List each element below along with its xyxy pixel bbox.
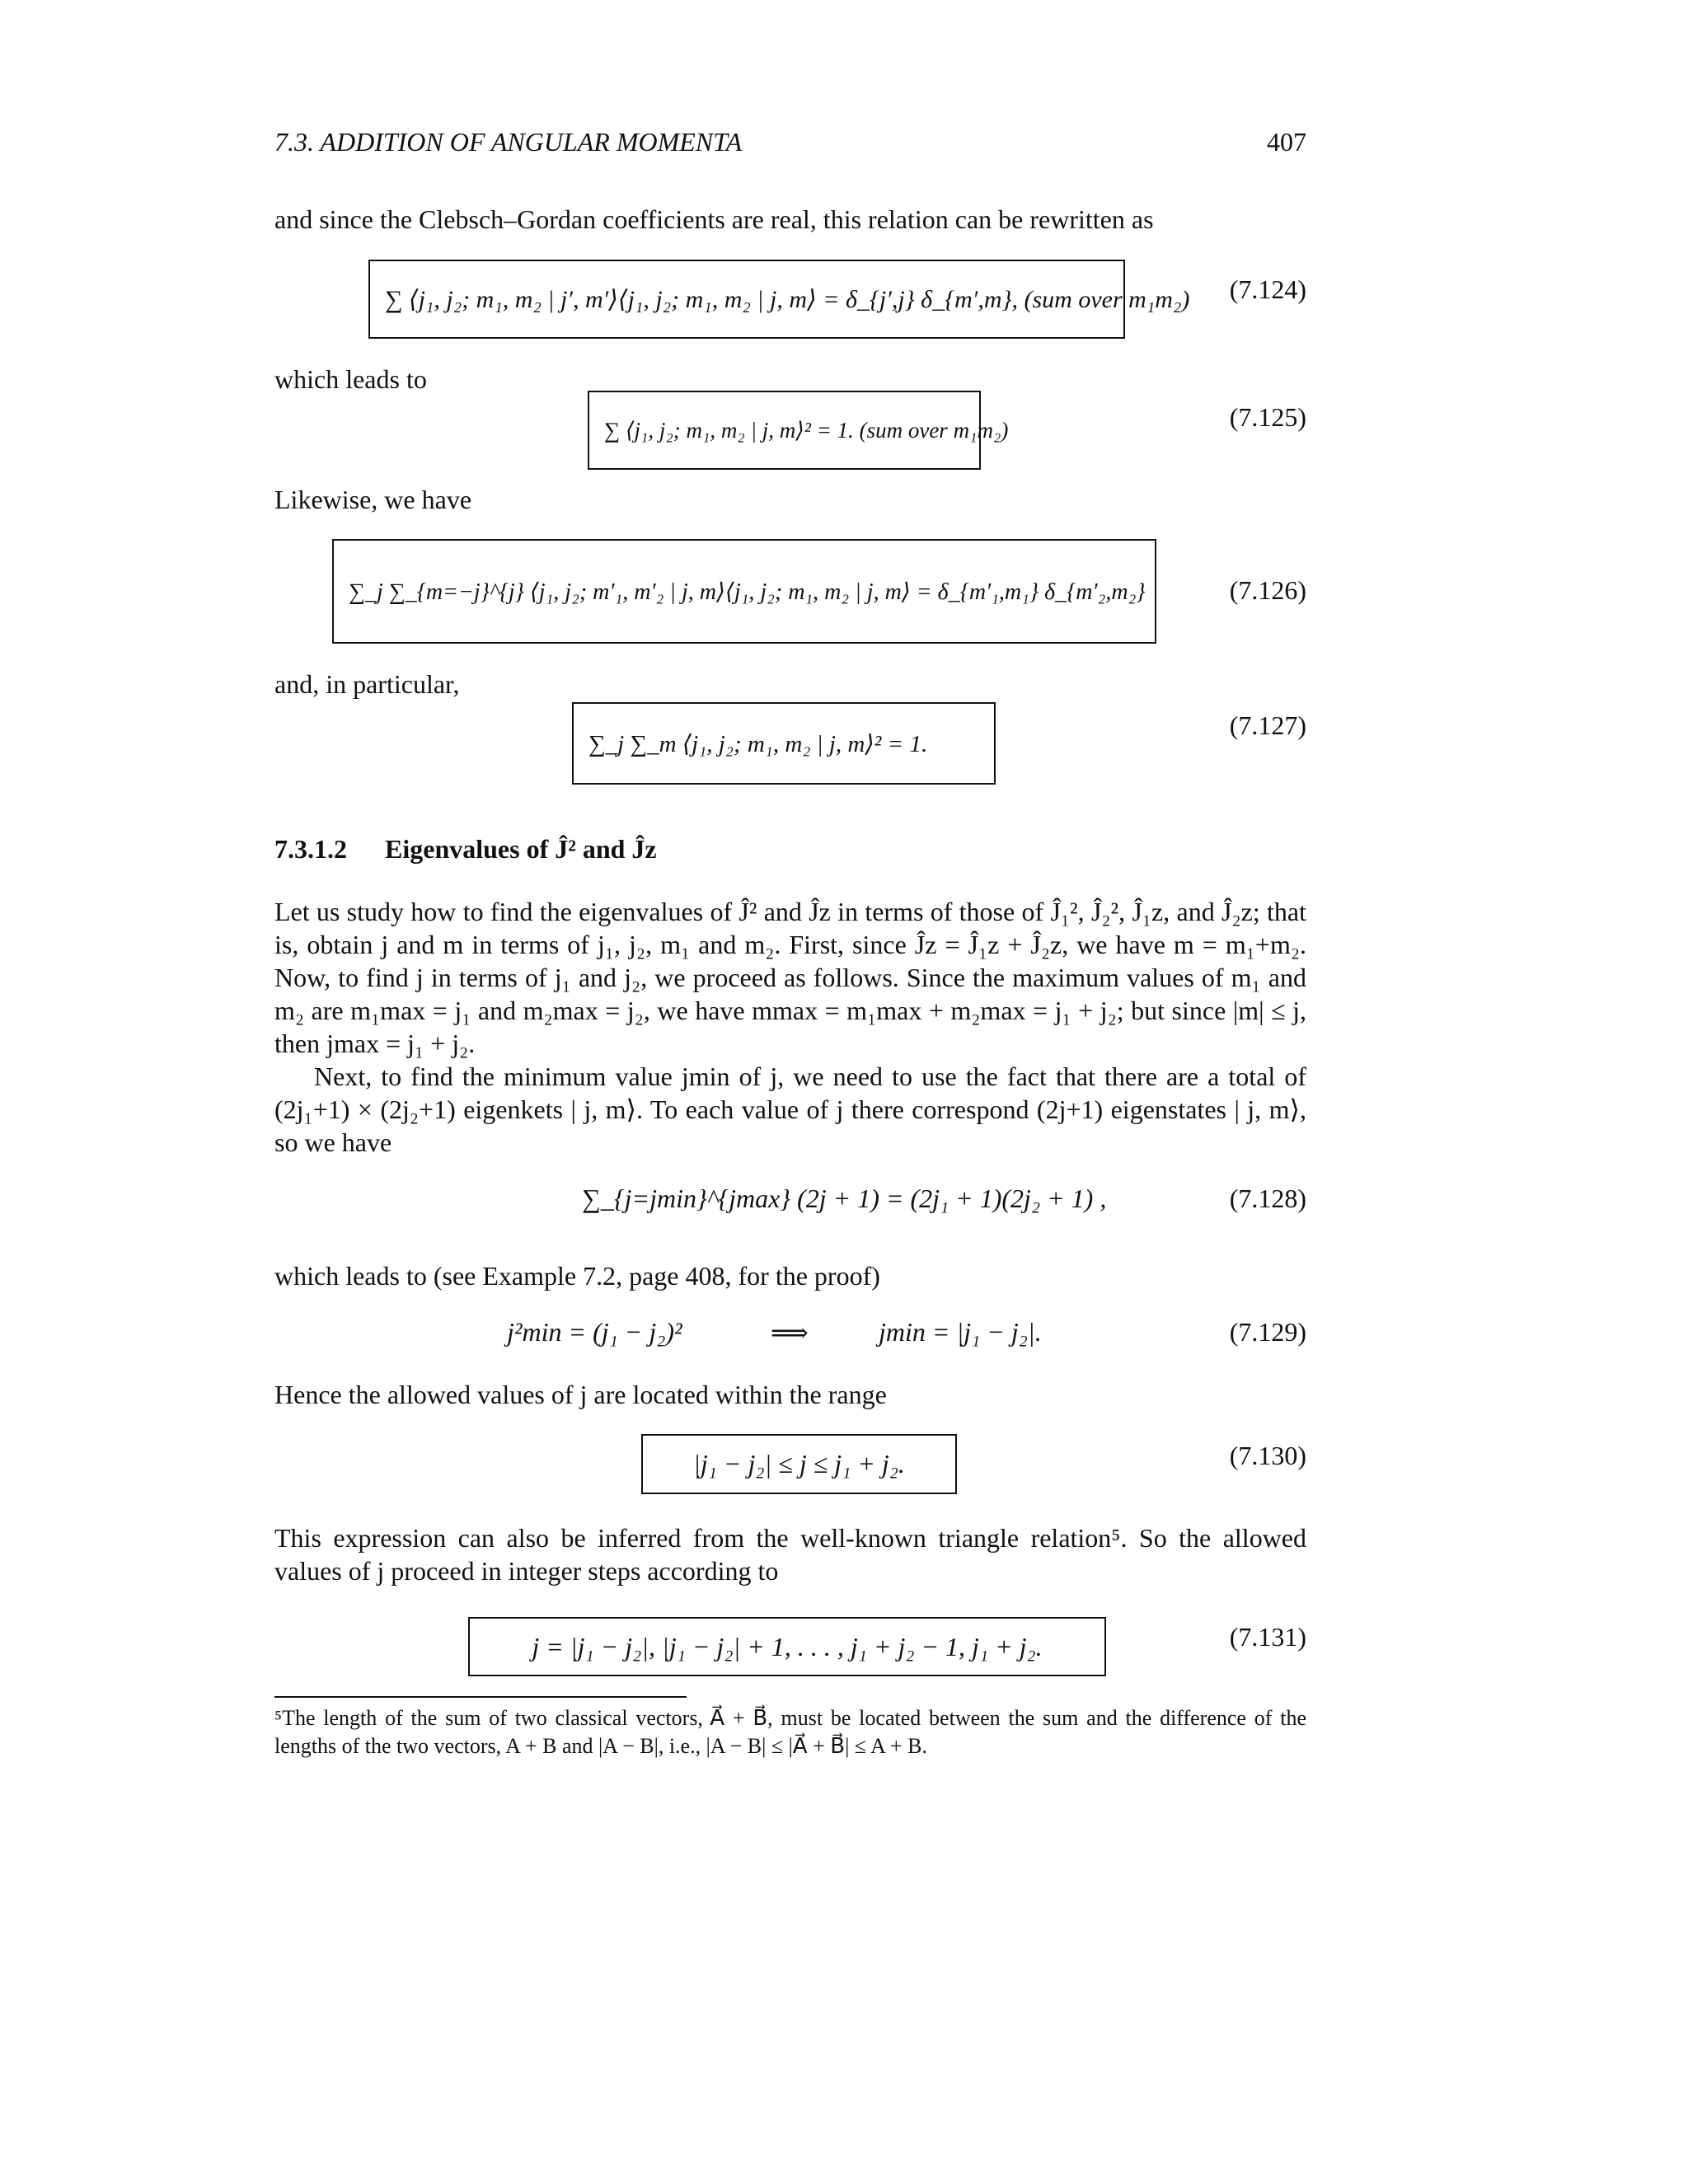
section-heading [274,834,657,865]
equation-7-125: ∑ ⟨j₁, j₂; m₁, m₂ | j, m⟩² = 1. (sum over m₁m₂) [588,391,981,470]
equation-label-7-128: (7.128) [1229,1183,1306,1213]
paragraph-triangle-relation: This expression can also be inferred from the well-known triangle relation⁵. So the allowed values of j proceed in integer steps according to [274,1523,1306,1586]
leads-to-line-1: which leads to [274,364,427,394]
equation-7-130: |j₁ − j₂| ≤ j ≤ j₁ + j₂. [641,1434,957,1494]
implies-arrow: ⟹ [771,1318,809,1347]
equation-label-7-130: (7.130) [1229,1441,1306,1470]
equation-7-124: ∑ ⟨j₁, j₂; m₁, m₂ | j′, m′⟩⟨j₁, j₂; m₁, m₂ | j, m⟩ = δ_{j′,j} δ_{m′,m}, (sum over m₁m₂) [368,260,1125,339]
equation-7-128: ∑_{j=jmin}^{jmax} (2j + 1) = (2j₁ + 1)(2j₂ + 1) , [582,1183,1107,1213]
equation-label-7-131: (7.131) [1229,1622,1306,1652]
equation-7-127: ∑_j ∑_m ⟨j₁, j₂; m₁, m₂ | j, m⟩² = 1. [572,702,996,785]
page-number: 407 [1267,127,1306,157]
section-number: 7.3.1.2 [274,834,347,864]
paragraph-minimum-value: Next, to find the minimum value jmin of j, we need to use the fact that there are a total of (2j₁+1) × (2j₂+1) eigenkets | j, m⟩. To each value of j there correspond (2j+1) eigenstates | j, m⟩, so we have [274,1062,1306,1157]
equation-7-131: j = |j₁ − j₂|, |j₁ − j₂| + 1, . . . , j₁ + j₂ − 1, j₁ + j₂. [468,1617,1106,1676]
footnote: ⁵The length of the sum of two classical vectors, A⃗ + B⃗, must be located between the sum and the difference of the lengths of the two vectors, A + B and |A − B|, i.e., |A − B| ≤ |A⃗ + B⃗| ≤ A + B. [274,1706,1306,1758]
equation-label-7-125: (7.125) [1229,402,1306,432]
in-particular-line: and, in particular, [274,669,460,699]
equation-label-7-129: (7.129) [1229,1317,1306,1347]
likewise-line: Likewise, we have [274,485,472,514]
equation-7-126: ∑_j ∑_{m=−j}^{j} ⟨j₁, j₂; m′₁, m′₂ | j, m⟩⟨j₁, j₂; m₁, m₂ | j, m⟩ = δ_{m′₁,m₁} δ_{m′₂,m₂} [332,539,1156,644]
equation-7-129-left: j²min = (j₁ − j₂)² [507,1317,682,1347]
intro-line: and since the Clebsch–Gordan coefficients are real, this relation can be rewritten as [274,204,1154,234]
equation-label-7-126: (7.126) [1229,575,1306,605]
section-title: Eigenvalues of Ĵ² and Ĵz [385,834,657,864]
equation-label-7-127: (7.127) [1229,710,1306,740]
footnote-rule [274,1696,687,1698]
hence-line: Hence the allowed values of j are located within the range [274,1380,887,1409]
leads-to-line-2: which leads to (see Example 7.2, page 408, for the proof) [274,1261,880,1291]
paragraph-eigenvalues: Let us study how to find the eigenvalues of Ĵ² and Ĵz in terms of those of Ĵ₁², Ĵ₂², Ĵ₁z, and Ĵ₂z; that is, obtain j and m in terms of j₁, j₂, m₁ and m₂. First, since Ĵz = Ĵ₁z + Ĵ₂z, we have m = m₁+m₂. Now, to find j in terms of j₁ and j₂, we proceed as follows. Since the maximum values of m₁ and m₂ are m₁max = j₁ and m₂max = j₂, we have mmax = m₁max + m₂max = j₁ + j₂; but since |m| ≤ j, then jmax = j₁ + j₂. [274,897,1306,1058]
equation-label-7-124: (7.124) [1229,274,1306,304]
running-header: 7.3. ADDITION OF ANGULAR MOMENTA [274,127,743,157]
equation-7-129-right: jmin = |j₁ − j₂|. [879,1317,1042,1347]
